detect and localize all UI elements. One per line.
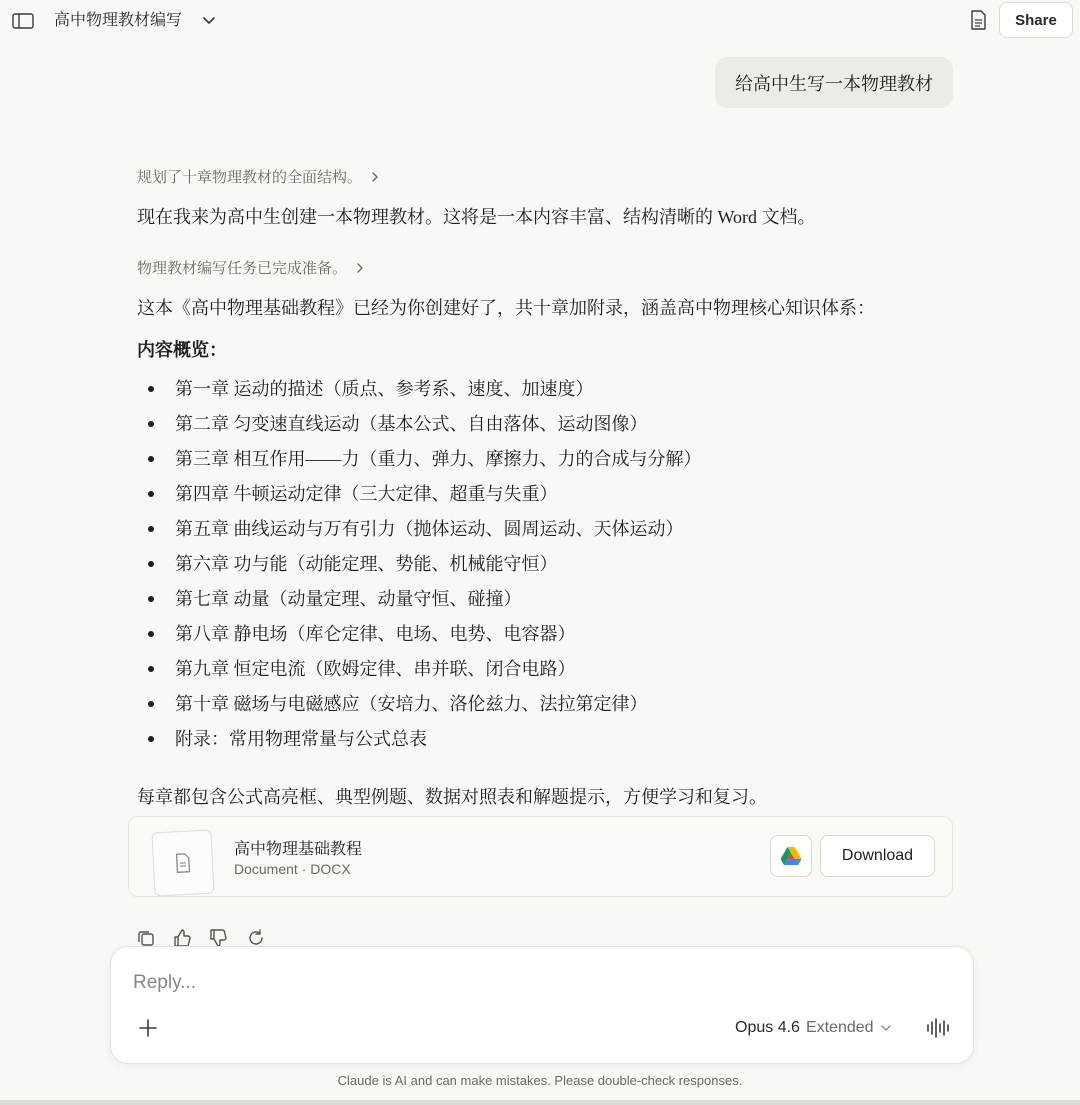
title-menu-button[interactable] <box>198 9 220 31</box>
composer <box>110 946 974 1064</box>
thumbs-down-button[interactable] <box>208 928 228 948</box>
artifact-name: 高中物理基础教程 <box>234 841 363 858</box>
chevron-down-icon <box>880 1022 892 1034</box>
model-mode: Extended <box>805 1019 874 1036</box>
list-item: 第二章 匀变速直线运动（基本公式、自由落体、运动图像） <box>138 412 702 447</box>
bullet <box>148 526 154 532</box>
chat-title[interactable]: 高中物理教材编写 <box>54 12 183 29</box>
bullet <box>148 666 154 672</box>
bullet <box>148 561 154 567</box>
add-attachment-button[interactable] <box>137 1017 159 1039</box>
model-selector[interactable] <box>735 1019 892 1037</box>
artifact-thumbnail <box>151 829 214 896</box>
copy-button[interactable] <box>136 928 156 948</box>
voice-mode-button[interactable] <box>925 1017 951 1039</box>
document-icon <box>964 6 992 34</box>
thumbs-up-icon <box>172 928 192 948</box>
response-closing: 每章都包含公式高亮框、典型例题、数据对照表和解题提示，方便学习和复习。 <box>137 787 767 807</box>
disclaimer: Claude is AI and can make mistakes. Please double-check responses. <box>337 1073 743 1088</box>
file-icon <box>172 851 193 874</box>
list-item: 第四章 牛顿运动定律（三大定律、超重与失重） <box>138 482 702 517</box>
chevron-down-icon <box>198 9 220 31</box>
retry-icon <box>246 928 266 948</box>
thumbs-down-icon <box>208 928 228 948</box>
thinking-summary-text: 物理教材编写任务已完成准备。 <box>137 260 348 277</box>
response-paragraph: 现在我来为高中生创建一本物理教材。这将是一本内容丰富、结构清晰的 Word 文档。 <box>137 207 816 227</box>
retry-button[interactable] <box>246 928 266 948</box>
response-paragraph: 这本《高中物理基础教程》已经为你创建好了，共十章加附录，涵盖高中物理核心知识体系： <box>137 298 875 318</box>
thinking-summary-text: 规划了十章物理教材的全面结构。 <box>137 169 363 186</box>
save-to-drive-button[interactable] <box>770 835 812 877</box>
download-button[interactable]: Download <box>820 835 935 877</box>
overview-heading: 内容概览： <box>137 340 227 360</box>
window-bottom-edge <box>0 1100 1080 1105</box>
sidebar-toggle-icon <box>8 6 38 36</box>
thinking-summary-2[interactable] <box>137 257 365 278</box>
artifact-meta: Document · DOCX <box>234 861 351 877</box>
list-item: 第六章 功与能（动能定理、势能、机械能守恒） <box>138 552 702 587</box>
reply-input[interactable] <box>133 969 933 997</box>
list-item: 附录：常用物理常量与公式总表 <box>138 727 702 762</box>
thumbs-up-button[interactable] <box>172 928 192 948</box>
share-button[interactable]: Share <box>999 2 1073 38</box>
artifact-card[interactable] <box>128 816 953 897</box>
plus-icon <box>137 1017 159 1039</box>
view-files-button[interactable] <box>964 6 992 34</box>
bullet <box>148 386 154 392</box>
bullet <box>148 491 154 497</box>
list-item: 第五章 曲线运动与万有引力（抛体运动、圆周运动、天体运动） <box>138 517 702 552</box>
bullet <box>148 631 154 637</box>
user-message: 给高中生写一本物理教材 <box>715 57 953 108</box>
voice-waveform-icon <box>925 1017 951 1039</box>
copy-icon <box>136 928 156 948</box>
chevron-right-icon <box>355 262 365 274</box>
list-item: 第七章 动量（动量定理、动量守恒、碰撞） <box>138 587 702 622</box>
chevron-right-icon <box>370 171 380 183</box>
list-item: 第一章 运动的描述（质点、参考系、速度、加速度） <box>138 377 702 412</box>
bullet <box>148 421 154 427</box>
chapter-list <box>138 377 702 762</box>
sidebar-toggle-button[interactable] <box>8 6 38 36</box>
list-item: 第十章 磁场与电磁感应（安培力、洛伦兹力、法拉第定律） <box>138 692 702 727</box>
list-item: 第九章 恒定电流（欧姆定律、串并联、闭合电路） <box>138 657 702 692</box>
model-name: Opus 4.6 <box>735 1019 800 1036</box>
bullet <box>148 456 154 462</box>
bullet <box>148 596 154 602</box>
bullet <box>148 736 154 742</box>
thinking-summary-1[interactable] <box>137 166 380 187</box>
list-item: 第八章 静电场（库仑定律、电场、电势、电容器） <box>138 622 702 657</box>
list-item: 第三章 相互作用——力（重力、弹力、摩擦力、力的合成与分解） <box>138 447 702 482</box>
google-drive-icon <box>780 846 802 866</box>
bullet <box>148 701 154 707</box>
